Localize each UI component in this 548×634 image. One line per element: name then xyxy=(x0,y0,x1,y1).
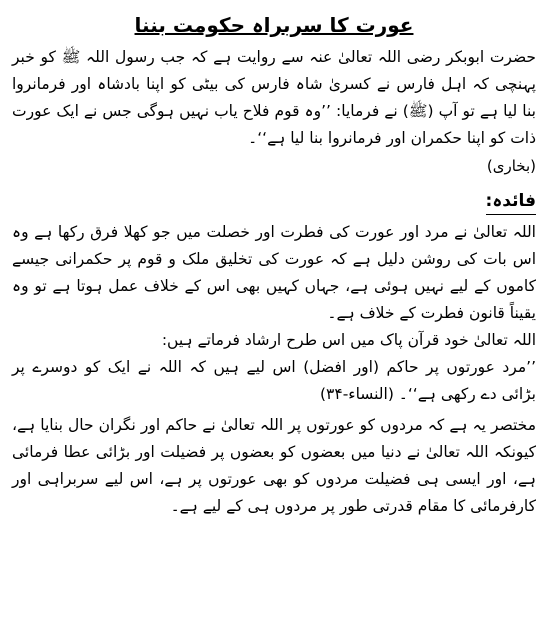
page-title: عورت کا سربراہ حکومت بننا xyxy=(134,13,414,37)
hadith-text: حضرت ابوبکر رضی اللہ تعالیٰ عنہ سے روایت ہے کہ جب رسول اللہ ﷺ کو خبر پہنچی کہ اہل فارس نے کسریٰ شاہ فارس کی بیٹی کو اپنا بادشاہ اور فرمانروا بنا لیا ہے تو آپ (ﷺ) نے فرمایا: ’’وہ قوم فلاح یاب نہیں ہوگی جس نے ایک عورت ذات کو اپنا حکمران اور فرمانروا بنا لیا ہے‘‘۔ xyxy=(12,48,536,147)
faida-paragraph-3: مختصر یہ ہے کہ مردوں کو عورتوں پر اللہ تعالیٰ نے حاکم اور نگران حال بنایا ہے، کیونکہ اللہ تعالیٰ نے دنیا میں بعضوں کو بعضوں پر فضیلت اور بڑائی عطا فرمائی ہے، اور ایسی ہی فضیلت مردوں کو بھی عورتوں پر ہے، اس لیے سربراہی اور کارفرمائی کا مقام قدرتی طور پر مردوں ہی کے لیے ہے۔ xyxy=(12,416,536,515)
faida-paragraph-2: اللہ تعالیٰ خود قرآن پاک میں اس طرح ارشاد فرماتے ہیں: xyxy=(161,331,536,349)
hadith-source: (بخاری) xyxy=(486,157,536,175)
faida-heading-wrap xyxy=(12,186,536,219)
faida-paragraph-1: اللہ تعالیٰ نے مرد اور عورت کی فطرت اور خصلت میں جو کھلا فرق رکھا ہے وہ اس بات کی روشن دلیل ہے کہ عورت کی تخلیق ملک و قوم پر حکمرانی جیسے کاموں کے لیے نہیں ہوئی ہے، جہاں کہیں بھی اس کے خلاف عمل ہوتا ہے تو وہ یقیناً قانون فطرت کے خلاف ہے۔ xyxy=(12,223,536,322)
faida-heading: فائدہ: xyxy=(486,188,536,215)
quran-quote: ’’مرد عورتوں پر حاکم (اور افضل) اس لیے ہیں کہ اللہ نے ایک کو دوسرے پر بڑائی دے رکھی ہے‘‘۔ (النساء-۳۴) xyxy=(12,358,536,403)
